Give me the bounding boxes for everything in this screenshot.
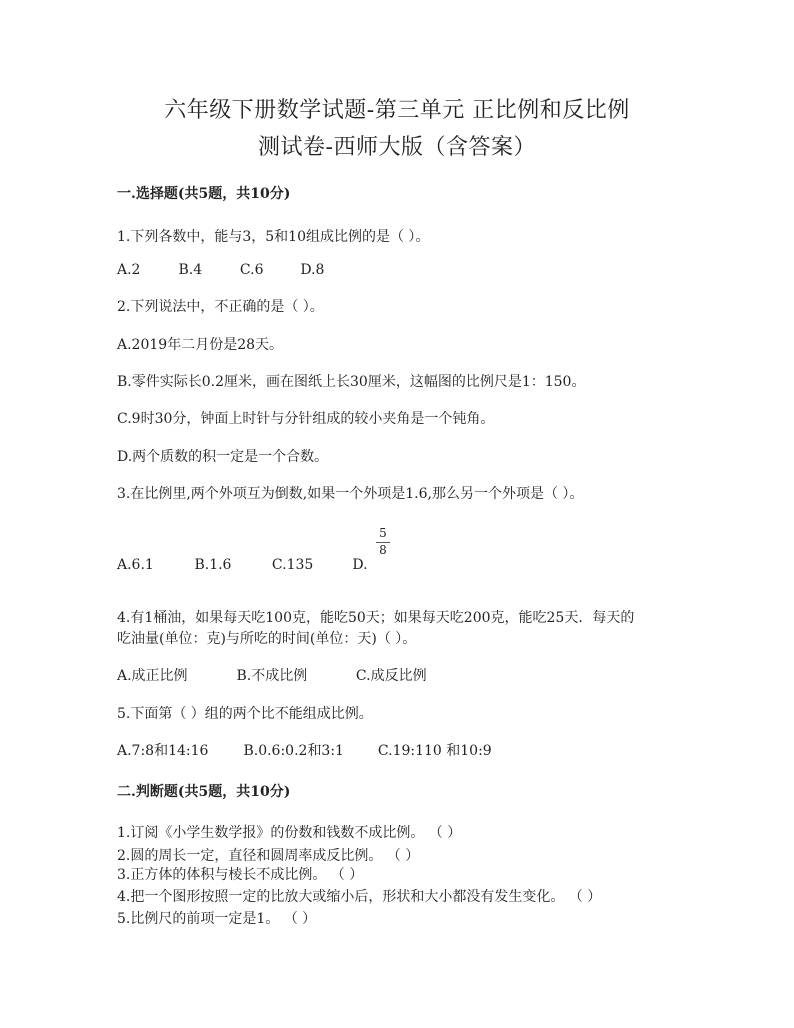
document-title-line-1: 六年级下册数学试题-第三单元 正比例和反比例 <box>164 98 630 123</box>
question-4-text-line-2: 吃油量(单位：克)与所吃的时间(单位：天)（ ）。 <box>117 631 417 647</box>
document-title-line-2: 测试卷-西师大版（含答案） <box>258 135 536 160</box>
section-1-heading: 一.选择题(共5题，共10分) <box>117 186 291 202</box>
option: C.6 <box>239 262 264 278</box>
question-2-text: 2.下列说法中，不正确的是（ ）。 <box>117 299 324 315</box>
option: A.7:8和14:16 <box>117 743 209 759</box>
option: B.不成比例 <box>236 668 308 684</box>
judgment-item-5: 5.比例尺的前项一定是1。 （ ） <box>117 911 317 927</box>
question-4-text-line-1: 4.有1桶油，如果每天吃100克，能吃50天；如果每天吃200克，能吃25天．每天的 <box>117 610 635 626</box>
question-1-text: 1.下列各数中，能与3，5和10组成比例的是（ ）。 <box>117 229 430 245</box>
option: C.成反比例 <box>355 668 427 684</box>
question-3-text: 3.在比例里,两个外项互为倒数,如果一个外项是1.6,那么另一个外项是（ ）。 <box>117 486 584 502</box>
question-5-options <box>117 740 492 760</box>
option: B.0.6:0.2和3:1 <box>243 743 344 759</box>
question-2-option-b: B.零件实际长0.2厘米，画在图纸上长30厘米，这幅图的比例尺是1：150。 <box>117 374 586 390</box>
option: C.135 <box>271 557 314 573</box>
option: D. <box>352 557 368 573</box>
option: B.1.6 <box>194 557 232 573</box>
option: B.4 <box>178 262 203 278</box>
fraction-numerator: 5 <box>379 526 387 540</box>
question-2-option-a: A.2019年二月份是28天。 <box>117 337 284 353</box>
question-3-options <box>117 557 368 573</box>
judgment-item-3: 3.正方体的体积与棱长不成比例。 （ ） <box>117 867 364 883</box>
option: A.2 <box>117 262 141 278</box>
question-5-text: 5.下面第（ ）组的两个比不能组成比例。 <box>117 706 373 722</box>
option: A.成正比例 <box>117 668 188 684</box>
question-1-options <box>117 262 324 278</box>
question-2-option-c: C.9时30分，钟面上时针与分针组成的较小夹角是一个钝角。 <box>117 411 495 427</box>
question-4-options <box>117 665 427 685</box>
fraction-five-eighths <box>376 527 390 557</box>
option: C.19:110 和10:9 <box>377 743 492 759</box>
fraction-denominator: 8 <box>379 543 387 557</box>
option: A.6.1 <box>117 557 154 573</box>
judgment-item-4: 4.把一个图形按照一定的比放大或缩小后，形状和大小都没有发生变化。 （ ） <box>117 889 602 905</box>
option: D.8 <box>300 262 325 278</box>
question-2-option-d: D.两个质数的积一定是一个合数。 <box>117 449 329 465</box>
judgment-item-2: 2.圆的周长一定，直径和圆周率成反比例。 （ ） <box>117 848 420 864</box>
judgment-item-1: 1.订阅《小学生数学报》的份数和钱数不成比例。 （ ） <box>117 825 462 841</box>
section-2-heading: 二.判断题(共5题，共10分) <box>117 784 291 800</box>
